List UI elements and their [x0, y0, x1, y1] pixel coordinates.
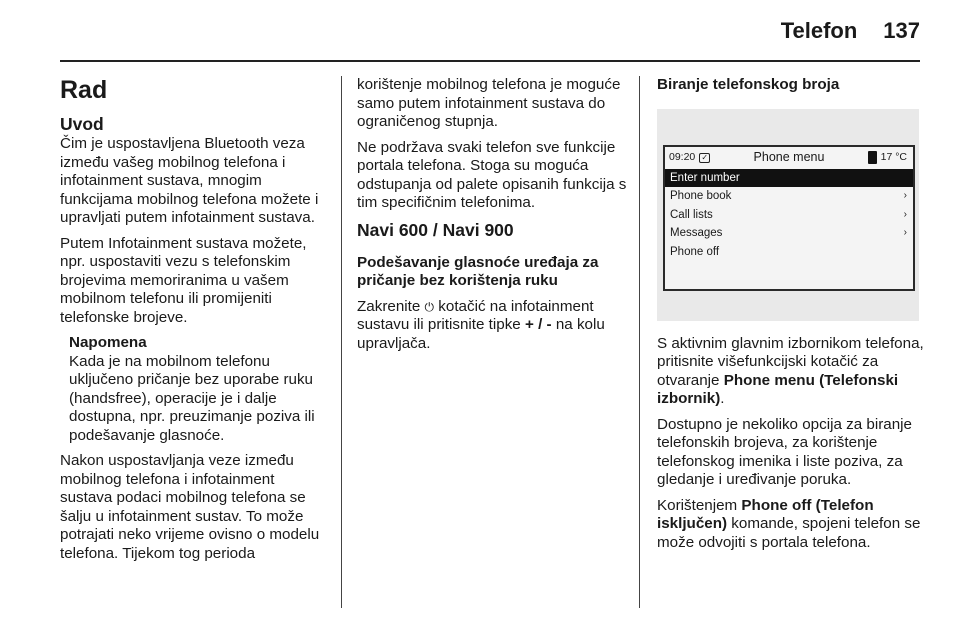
page-header — [781, 18, 920, 44]
note-box — [69, 334, 330, 445]
chevron-right-icon: › — [903, 190, 907, 201]
menu-item-enter-number[interactable]: Enter number — [665, 169, 913, 188]
phone-off-term: Phone off (Telefon isključen) — [657, 496, 874, 532]
header-rule — [60, 60, 920, 62]
phone-menu-term: Phone menu (Telefonski izbornik) — [657, 371, 899, 407]
power-knob-icon: ⏻ — [424, 299, 435, 314]
phone-icon — [868, 151, 877, 164]
column-2 — [357, 76, 627, 360]
menu-item-phone-off[interactable]: Phone off — [670, 245, 720, 258]
message-icon: ✓ — [699, 153, 710, 163]
menu-item-messages[interactable]: Messages › — [665, 224, 913, 243]
section-title: Telefon — [780, 18, 858, 43]
heading-dialing: Biranje telefonskog broja — [657, 76, 840, 93]
paragraph-volume: Zakrenite ⏻ kotačić na infotainment sustavu ili pritisnite tipke + / - na kolu upravljača. — [357, 297, 605, 352]
heading-uvod: Uvod — [60, 114, 104, 134]
paragraph: Putem Infotainment sustava možete, npr. uspostaviti vezu s telefonskim brojevima memoriranima u vašem mobilnom telefonu ili promijeniti telefonske brojeve. — [60, 234, 307, 326]
chevron-right-icon: › — [903, 208, 907, 220]
column-divider — [341, 76, 342, 608]
paragraph: Nakon uspostavljanja veze između mobilnog telefona i infotainment sustava podaci mobilnog telefona se šalju u infotainment sustav. To može potrajati neko vrijeme ovisno o modelu telefona. Tijekom tog perioda — [60, 452, 320, 562]
clock: 09:20 — [669, 151, 696, 164]
menu-item-call-lists[interactable]: Call lists › — [665, 206, 913, 225]
temperature: 17 °C — [880, 151, 907, 164]
note-text: Kada je na mobilnom telefonu uključeno pričanje bez uporabe ruku (handsfree), operacije je i dalje dostupna, npr. preuzimanje poziva ili podešavanje glasnoće. — [69, 352, 315, 444]
paragraph: Čim je uspostavljena Bluetooth veza između vašeg mobilnog telefona i infotainment sustava, mnogim funkcijama mobilnog telefona možete i upravljati putem infotainment sustava. — [60, 135, 319, 226]
column-3 — [657, 76, 927, 559]
infotainment-screen — [663, 145, 915, 291]
plus-minus-keys: + / - — [525, 316, 552, 333]
page-number: 137 — [883, 18, 920, 43]
column-1 — [60, 76, 330, 570]
status-right — [868, 148, 907, 167]
heading-rad: Rad — [60, 76, 108, 104]
paragraph: S aktivnim glavnim izbornikom telefona, pritisnite višefunkcijski kotačić za otvaranje Phone menu (Telefonski izbornik). — [657, 334, 924, 407]
paragraph: Ne podržava svaki telefon sve funkcije portala telefona. Stoga su moguća odstupanja od palete opisanih funkcija s tim specifičnim telefonima. — [357, 138, 627, 211]
heading-navi: Navi 600 / Navi 900 — [357, 219, 514, 240]
note-title: Napomena — [69, 334, 147, 351]
paragraph: korištenje mobilnog telefona je moguće samo putem infotainment sustava do ograničenog stupnja. — [357, 76, 621, 130]
phone-menu-screenshot — [657, 109, 919, 321]
paragraph: Dostupno je nekoliko opcija za biranje telefonskih brojeva, za korištenje telefonskog imenika i liste poziva, za gledanje i uređivanje poruka. — [657, 415, 912, 488]
chevron-right-icon: › — [903, 227, 907, 238]
heading-volume: Podešavanje glasnoće uređaja za pričanje bez korištenja ruku — [357, 253, 599, 289]
column-divider — [639, 76, 640, 608]
screen-status-bar — [665, 147, 913, 169]
screen-title: Phone menu — [753, 150, 825, 165]
menu-item-phone-book[interactable]: Phone book › — [665, 187, 913, 206]
paragraph: Korištenjem Phone off (Telefon isključen) komande, spojeni telefon se može odvojiti s portala telefona. — [657, 496, 921, 551]
